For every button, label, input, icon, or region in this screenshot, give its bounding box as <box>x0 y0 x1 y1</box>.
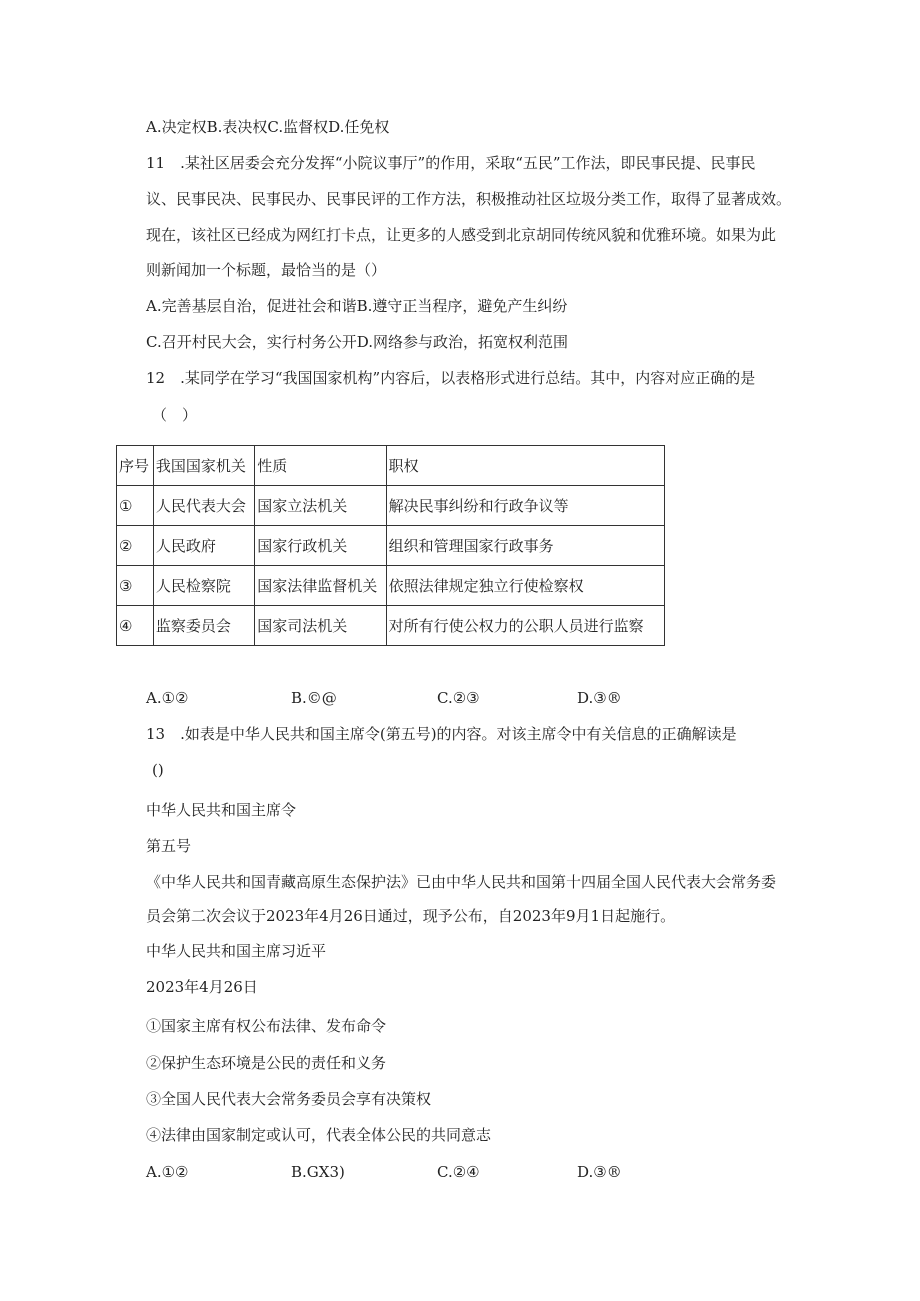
table-cell: 国家立法机关 <box>255 486 386 526</box>
q13-statement-2: ②保护生态环境是公民的责任和义务 <box>146 1054 387 1072</box>
table-cell: 组织和管理国家行政事务 <box>386 526 664 566</box>
q11-options-line-2: C.召开村民大会，实行村务公开D.网络参与政治，拓宽权利范围 <box>146 333 568 351</box>
q12-stem-line-2: （ ） <box>152 406 198 424</box>
q13-stem-line-2: () <box>152 761 164 779</box>
q11-options-line-1: A.完善基层自治，促进社会和谐B.遵守正当程序，避免产生纠纷 <box>146 297 568 315</box>
table-row <box>117 486 665 526</box>
table-cell: ④ <box>117 606 154 646</box>
q13-option-b: B.GX3) <box>291 1163 345 1181</box>
table-cell: 监察委员会 <box>153 606 254 646</box>
q12-option-b: B.©@ <box>291 689 337 707</box>
decree-body-line-2: 员会第二次会议于2023年4月26日通过，现予公布，自2023年9月1日起施行。 <box>146 907 676 925</box>
table-cell: 国家法律监督机关 <box>255 566 386 606</box>
table-header-cell: 职权 <box>386 446 664 486</box>
q11-stem-line-4: 则新闻加一个标题，最恰当的是（） <box>146 261 387 279</box>
q11-stem-line-3: 现在，该社区已经成为网红打卡点，让更多的人感受到北京胡同传统风貌和优雅环境。如果为此 <box>146 226 777 244</box>
q13-stem-line-1: 13 .如表是中华人民共和国主席令(第五号)的内容。对该主席令中有关信息的正确解读是 <box>146 725 737 743</box>
table-cell: ② <box>117 526 154 566</box>
q12-option-d: D.③® <box>577 689 622 707</box>
q11-stem-line-2: 议、民事民决、民事民办、民事民评的工作方法，积极推动社区垃圾分类工作，取得了显著成效。 <box>146 190 792 208</box>
q12-option-a: A.①② <box>146 689 189 707</box>
q13-statement-4: ④法律由国家制定或认可，代表全体公民的共同意志 <box>146 1126 492 1144</box>
q13-option-d: D.③® <box>577 1163 622 1181</box>
decree-title: 中华人民共和国主席令 <box>146 801 297 819</box>
q13-statement-3: ③全国人民代表大会常务委员会享有决策权 <box>146 1090 432 1108</box>
decree-signature: 中华人民共和国主席习近平 <box>146 942 327 960</box>
table-header-cell: 序号 <box>117 446 154 486</box>
table-cell: ③ <box>117 566 154 606</box>
q10-options: A.决定权B.表决权C.监督权D.任免权 <box>146 118 390 136</box>
table-cell: ① <box>117 486 154 526</box>
table-row <box>117 526 665 566</box>
table-header-cell: 我国国家机关 <box>153 446 254 486</box>
table-cell: 解决民事纠纷和行政争议等 <box>386 486 664 526</box>
table-cell: 国家行政机关 <box>255 526 386 566</box>
q11-stem-line-1: 11 .某社区居委会充分发挥“小院议事厅”的作用，采取“五民”工作法，即民事民提、民事民 <box>146 154 756 172</box>
table-cell: 人民政府 <box>153 526 254 566</box>
table-header-row <box>117 446 665 486</box>
table-cell: 人民检察院 <box>153 566 254 606</box>
q13-option-c: C.②④ <box>437 1163 480 1181</box>
table-cell: 人民代表大会 <box>153 486 254 526</box>
decree-body-line-1: 《中华人民共和国青藏高原生态保护法》已由中华人民共和国第十四届全国人民代表大会常务委 <box>146 873 777 891</box>
decree-number: 第五号 <box>146 837 192 855</box>
table-cell: 依照法律规定独立行使检察权 <box>386 566 664 606</box>
table-cell: 国家司法机关 <box>255 606 386 646</box>
q12-stem-line-1: 12 .某同学在学习“我国国家机构”内容后，以表格形式进行总结。其中，内容对应正确的是 <box>146 369 756 387</box>
table-header-cell: 性质 <box>255 446 386 486</box>
table-row <box>117 606 665 646</box>
q12-option-c: C.②③ <box>437 689 480 707</box>
table-row <box>117 566 665 606</box>
q13-statement-1: ①国家主席有权公布法律、发布命令 <box>146 1017 387 1035</box>
table-cell: 对所有行使公权力的公职人员进行监察 <box>386 606 664 646</box>
decree-date: 2023年4月26日 <box>146 978 258 996</box>
state-organs-table <box>116 445 665 646</box>
q13-option-a: A.①② <box>146 1163 189 1181</box>
